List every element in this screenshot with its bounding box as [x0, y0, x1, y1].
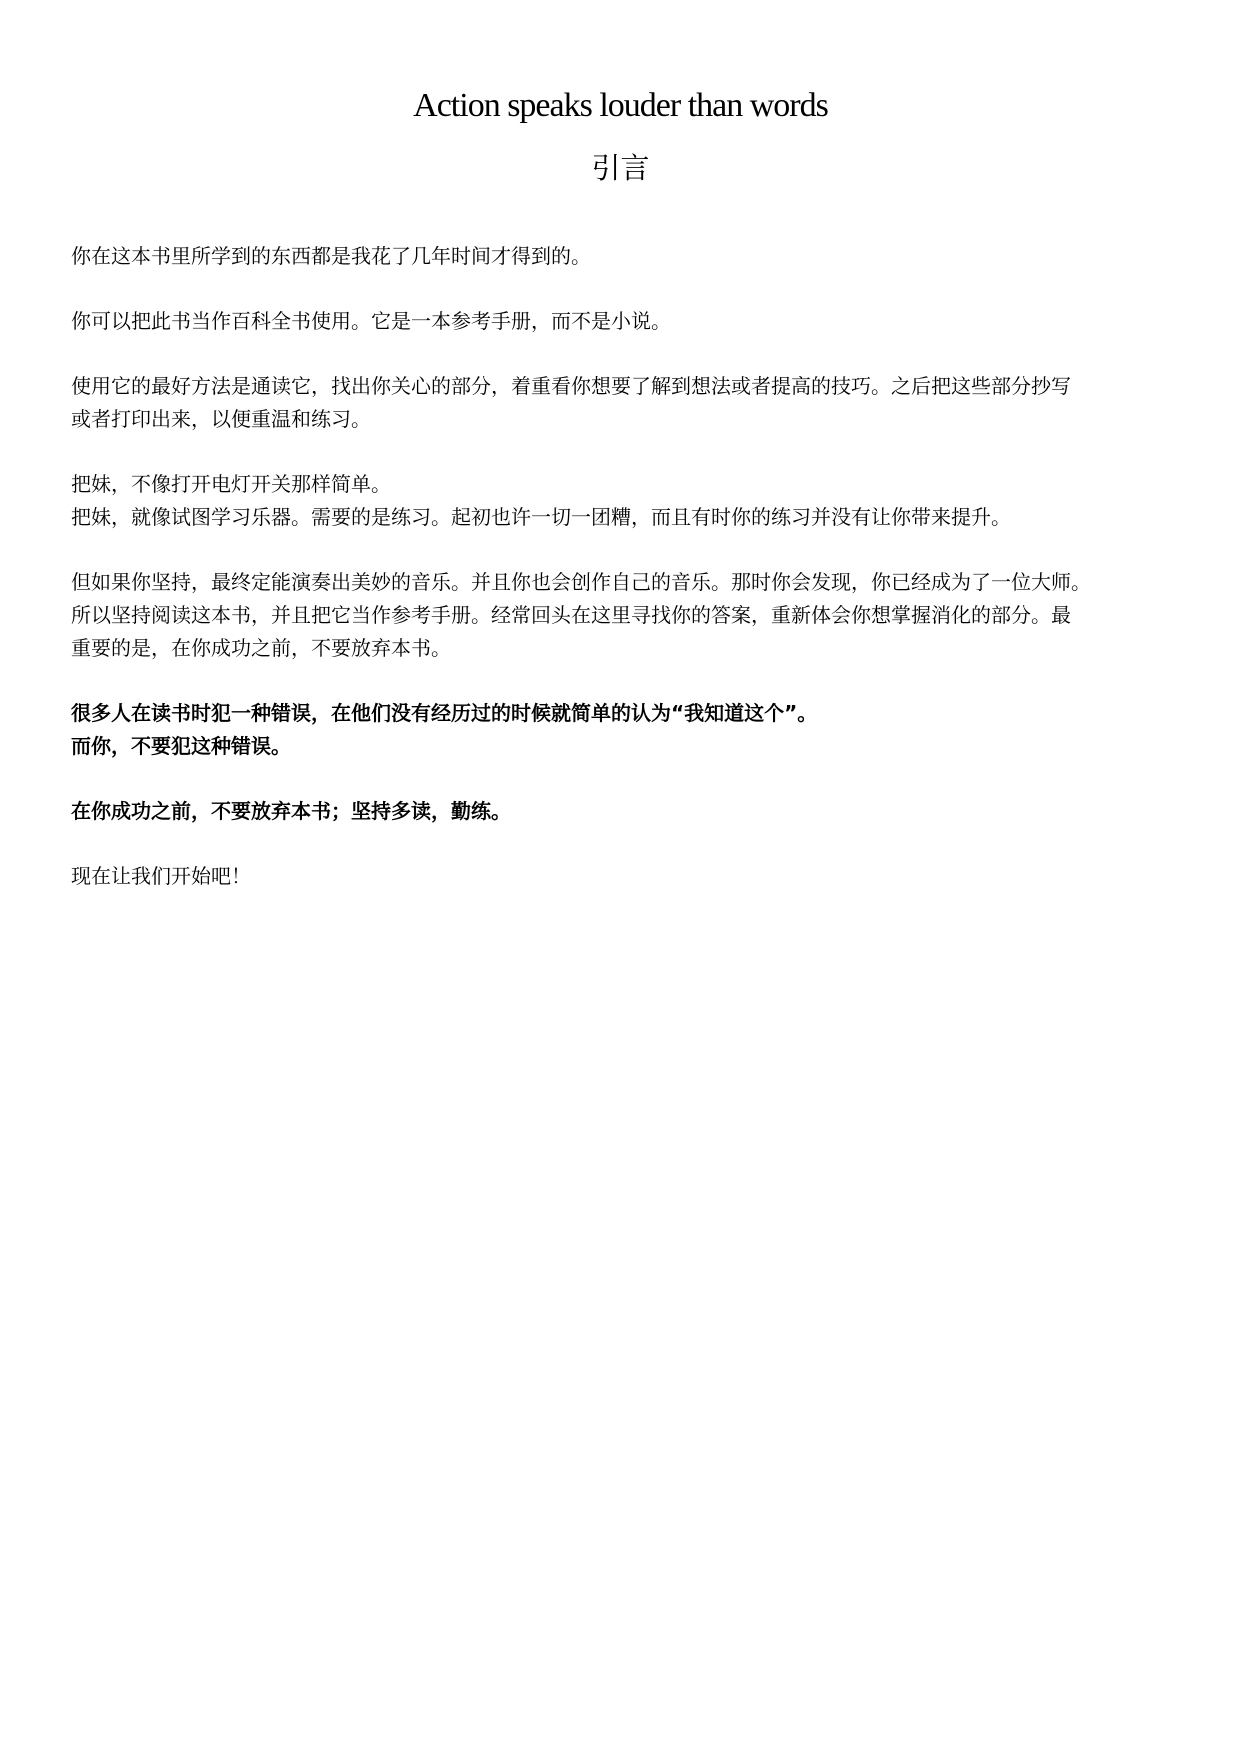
document-title: Action speaks louder than words — [413, 87, 828, 124]
paragraph-line: 重要的是，在你成功之前，不要放弃本书。 — [71, 636, 451, 660]
bold-paragraph — [71, 697, 1183, 763]
paragraph-line: 现在让我们开始吧！ — [71, 864, 251, 888]
paragraph — [71, 240, 1183, 273]
document-subtitle: 引言 — [591, 151, 650, 185]
paragraph-line: 很多人在读书时犯一种错误，在他们没有经历过的时候就简单的认为“我知道这个”。 — [71, 701, 818, 725]
paragraph-line: 你可以把此书当作百科全书使用。它是一本参考手册，而不是小说。 — [71, 309, 671, 333]
paragraph-line: 在你成功之前，不要放弃本书；坚持多读，勤练。 — [71, 799, 511, 823]
paragraph-line: 把妹，不像打开电灯开关那样简单。 — [71, 472, 391, 496]
paragraph-line: 但如果你坚持，最终定能演奏出美妙的音乐。并且你也会创作自己的音乐。那时你会发现，你已经成为了一位大师。 — [71, 570, 1091, 594]
paragraph-line: 所以坚持阅读这本书，并且把它当作参考手册。经常回头在这里寻找你的答案，重新体会你想掌握消化的部分。最 — [71, 603, 1071, 627]
paragraph-line: 而你，不要犯这种错误。 — [71, 734, 291, 758]
bold-paragraph — [71, 795, 1183, 828]
paragraph — [71, 566, 1183, 665]
paragraph — [71, 468, 1183, 534]
document-body — [71, 240, 1183, 925]
paragraph-line: 把妹，就像试图学习乐器。需要的是练习。起初也许一切一团糟，而且有时你的练习并没有让你带来提升。 — [71, 505, 1011, 529]
paragraph — [71, 370, 1183, 436]
paragraph-line: 或者打印出来，以便重温和练习。 — [71, 407, 371, 431]
paragraph-line: 你在这本书里所学到的东西都是我花了几年时间才得到的。 — [71, 244, 591, 268]
paragraph — [71, 860, 1183, 893]
paragraph — [71, 305, 1183, 338]
paragraph-line: 使用它的最好方法是通读它，找出你关心的部分，着重看你想要了解到想法或者提高的技巧。之后把这些部分抄写 — [71, 374, 1071, 398]
